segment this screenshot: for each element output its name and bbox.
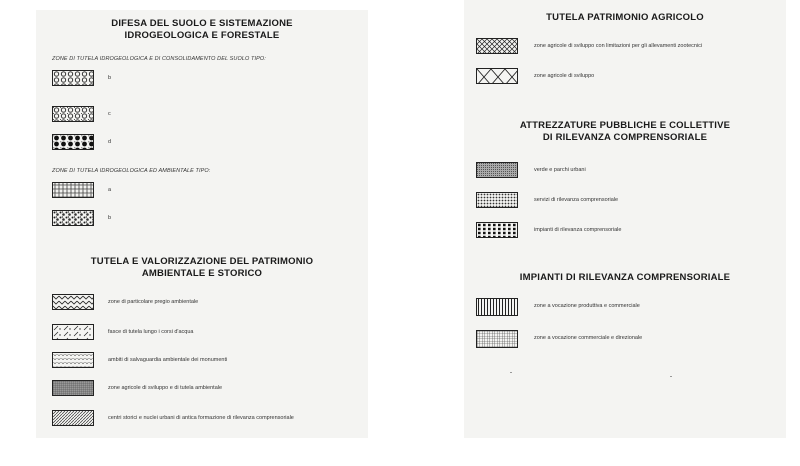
rings-mixed-icon [52, 106, 94, 122]
legend-item [464, 162, 786, 180]
legend-item [36, 324, 368, 342]
legend-item-label: zone a vocazione produttiva e commerciale [534, 303, 640, 309]
stipple-icon [476, 162, 518, 178]
section-title-difesa-suolo [36, 18, 368, 42]
legend-item-label: d [108, 139, 112, 145]
legend-item [464, 38, 786, 56]
title-line-1: DIFESA DEL SUOLO E SISTEMAZIONE [111, 18, 293, 29]
dense-grid-icon [52, 380, 94, 396]
scan-speck [510, 372, 512, 373]
legend-item-label: impianti di rilevanza comprensoriale [534, 227, 622, 233]
legend-item [464, 330, 786, 348]
title-line-2: DI RILEVANZA COMPRENSORIALE [542, 132, 708, 143]
section-title-attrezzature [464, 120, 786, 144]
square-dots-icon [476, 222, 518, 238]
rings-grid-icon [52, 70, 94, 86]
legend-item-label: zone agricole di sviluppo [534, 73, 595, 79]
legend-item-label: servizi di rilevanza comprensoriale [534, 197, 619, 203]
legend-item-label: b [108, 215, 112, 221]
fine-grid-icon [476, 330, 518, 348]
legend-item-label: ambiti di salvaguardia ambientale dei monumenti [108, 357, 228, 363]
section-title-impianti [464, 272, 786, 284]
dot-grid-icon [476, 192, 518, 208]
diagonal-hatch-icon [52, 410, 94, 426]
legend-item [36, 210, 368, 228]
fine-crosshatch-icon [476, 38, 518, 54]
legend-item [36, 106, 368, 124]
section-title-tutela-valorizzazione [36, 256, 368, 280]
chevron-icon [52, 294, 94, 310]
legend-item-label: verde e parchi urbani [534, 167, 586, 173]
fine-dots-icon [52, 182, 94, 198]
legend-item [36, 410, 368, 428]
title-line-1: TUTELA PATRIMONIO AGRICOLO [546, 12, 704, 23]
legend-sheet-left [36, 10, 368, 438]
legend-item [464, 68, 786, 86]
speckle-icon [52, 210, 94, 226]
legend-item-label: zone agricole di sviluppo e di tutela ambientale [108, 385, 223, 391]
title-line-1: IMPIANTI DI RILEVANZA COMPRENSORIALE [519, 272, 731, 283]
v-marks-icon [52, 352, 94, 368]
scan-speck [670, 376, 672, 377]
wide-crosshatch-icon [476, 68, 518, 84]
legend-item [36, 182, 368, 200]
legend-item-label: fasce di tutela lungo i corsi d'acqua [108, 329, 194, 335]
legend-item [464, 298, 786, 316]
section-title-patrimonio-agricolo [464, 12, 786, 24]
vertical-lines-icon [476, 298, 518, 316]
title-line-1: ATTREZZATURE PUBBLICHE E COLLETTIVE [519, 120, 731, 131]
legend-item-label: zone agricole di sviluppo con limitazioni per gli allevamenti zootecnici [534, 43, 703, 49]
legend-item-label: a [108, 187, 112, 193]
legend-item [36, 70, 368, 88]
group-label-consolidamento: ZONE DI TUTELA IDROGEOLOGICA E DI CONSOLIDAMENTO DEL SUOLO TIPO: [52, 56, 266, 62]
legend-item [464, 222, 786, 240]
legend-item [36, 294, 368, 312]
title-line-2: IDROGEOLOGICA E FORESTALE [124, 30, 280, 41]
legend-item-label: b [108, 75, 112, 81]
streaks-icon [52, 324, 94, 340]
legend-sheet-right [464, 0, 786, 438]
dots-solid-icon [52, 134, 94, 150]
title-line-1: TUTELA E VALORIZZAZIONE DEL PATRIMONIO [90, 256, 314, 267]
group-label-ambientale: ZONE DI TUTELA IDROGEOLOGICA ED AMBIENTALE TIPO: [52, 168, 211, 174]
legend-item-label: c [108, 111, 111, 117]
legend-item [36, 134, 368, 152]
legend-item [464, 192, 786, 210]
legend-item [36, 352, 368, 370]
legend-item [36, 380, 368, 398]
title-line-2: AMBIENTALE E STORICO [141, 268, 263, 279]
legend-item-label: zone di particolare pregio ambientale [108, 299, 199, 305]
legend-item-label: centri storici e nuclei urbani di antica formazione di rilevanza comprensoriale [108, 415, 294, 421]
legend-item-label: zone a vocazione commerciale e direzionale [534, 335, 643, 341]
